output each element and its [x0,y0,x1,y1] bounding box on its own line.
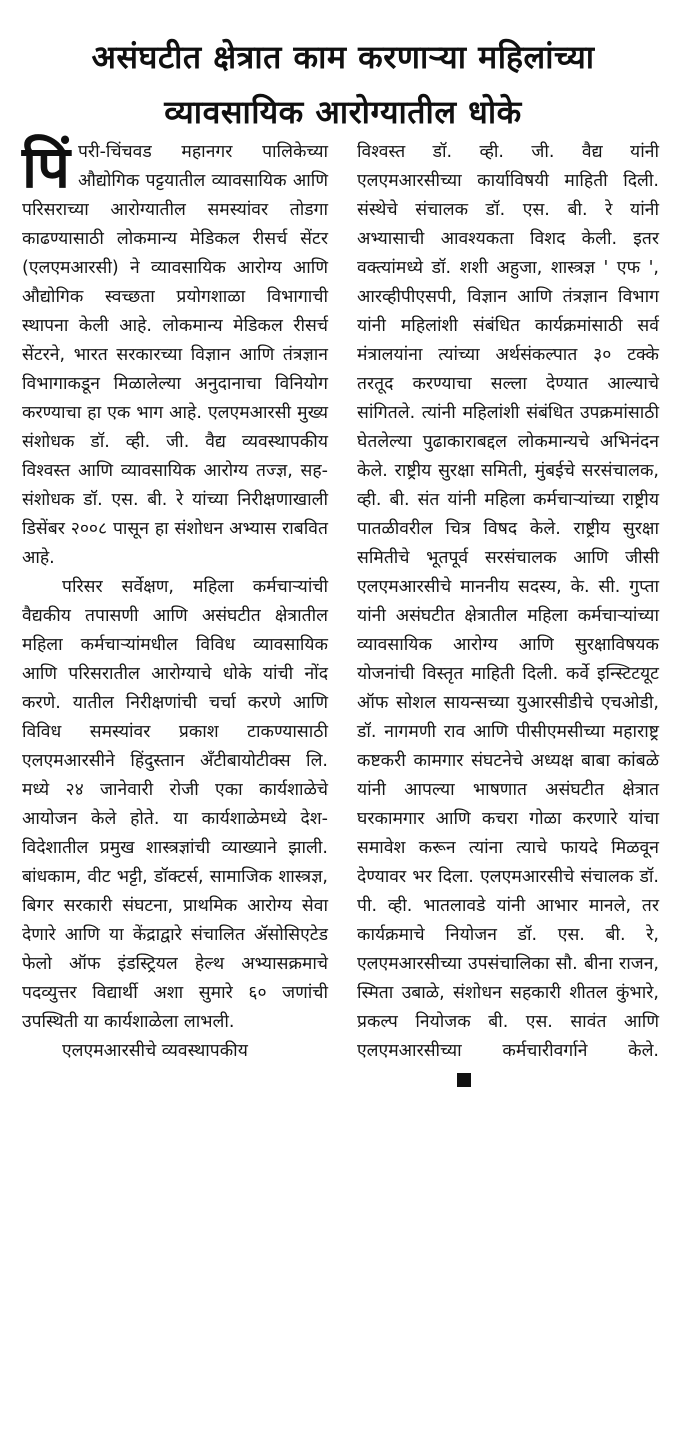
article-column-right [357,138,659,1095]
headline-line-1: असंघटीत क्षेत्रात काम करणाऱ्या महिलांच्या [91,38,595,76]
article-paragraph-1 [22,133,328,573]
article-paragraph-2: परिसर सर्वेक्षण, महिला कर्मचाऱ्यांची वैद्यकीय तपासणी आणि असंघटीत क्षेत्रातील महिला कर्मचाऱ्यांमधील विविध व्यावसायिक आणि परिसरातील आरोग्याचे धोके यांची नोंद करणे. यातील निरीक्षणांची चर्चा करणे आणि विविध समस्यांवर प्रकाश टाकण्यासाठी एलएमआरसीने हिंदुस्तान अँटीबायोटीक्स लि. मध्ये २४ जानेवारी रोजी एका कार्यशाळेचे आयोजन केले होते. या कार्यशाळेमध्ये देश-विदेशातील प्रमुख शास्त्रज्ञांची व्याख्याने झाली. बांधकाम, वीट भट्टी, डॉक्टर्स, सामाजिक शास्त्रज्ञ, बिगर सरकारी संघटना, प्राथमिक आरोग्य सेवा देणारे आणि या केंद्राद्वारे संचालित ॲसोसिएटेड फेलो ऑफ इंडस्ट्रियल हेल्थ अभ्यासक्रमाचे पदव्युत्तर विद्यार्थी अशा सुमारे ६० जणांची उपस्थिती या कार्यशाळेला लाभली. [22,577,328,1032]
headline-line-2: व्यावसायिक आरोग्यातील धोके [164,93,522,131]
end-of-article-square [457,1073,471,1087]
article-column-left [22,133,328,1066]
continued-paragraph-text: विश्वस्त डॉ. व्ही. जी. वैद्य यांनी एलएमआरसीच्या कार्याविषयी माहिती दिली. संस्थेचे संचालक डॉ. एस. बी. रे यांनी अभ्यासाची आवश्यकता विशद केली. इतर वक्त्यांमध्ये डॉ. शशी अहुजा, शास्त्रज्ञ ' एफ ', आरव्हीपीएसपी, विज्ञान आणि तंत्रज्ञान विभाग यांनी महिलांशी संबंधित कार्यक्रमांसाठी सर्व मंत्रालयांना त्यांच्या अर्थसंकल्पात ३० टक्के तरतूद करण्याचा सल्ला देण्यात आल्याचे सांगितले. त्यांनी महिलांशी संबंधित उपक्रमांसाठी घेतलेल्या पुढाकाराबद्दल लोकमान्यचे अभिनंदन केले. राष्ट्रीय सुरक्षा समिती, मुंबईचे सरसंचालक, व्ही. बी. संत यांनी महिला कर्मचाऱ्यांच्या राष्ट्रीय पातळीवरील चित्र विषद केले. राष्ट्रीय सुरक्षा समितीचे भूतपूर्व सरसंचालक आणि जीसी एलएमआरसीचे माननीय सदस्य, के. सी. गुप्ता यांनी असंघटीत क्षेत्रातील महिला कर्मचाऱ्यांच्या व्यावसायिक आरोग्य आणि सुरक्षाविषयक योजनांची विस्तृत माहिती दिली. कर्वे इन्स्टिटयूट ऑफ सोशल सायन्सच्या युआरसीडीचे एचओडी, डॉ. नागमणी राव आणि पीसीएमसीच्या महाराष्ट्र कष्टकरी कामगार संघटनेचे अध्यक्ष बाबा कांबळे यांनी आपल्या भाषणात असंघटीत क्षेत्रात घरकामगार आणि कचरा गोळा करणारे यांचा समावेश करून त्यांना त्याचे फायदे मिळवून देण्यावर भर दिला. एलएमआरसीचे संचालक डॉ. पी. व्ही. भातलावडे यांनी आभार मानले, तर कार्यक्रमाचे नियोजन डॉ. एस. बी. रे, एलएमआरसीच्या उपसंचालिका सौ. बीना राजन, स्मिता उबाळे, संशोधन सहकारी शीतल कुंभारे, प्रकल्प नियोजक बी. एस. सावंत आणि एलएमआरसीच्या कर्मचारीवर्गाने केले. [357,142,659,1061]
drop-cap: पिं [22,133,70,201]
article-paragraph-continued [357,138,659,1095]
article-paragraph-3: एलएमआरसीचे व्यवस्थापकीय [62,1041,248,1061]
paragraph-1-text: परी-चिंचवड महानगर पालिकेच्या औद्योगिक पट्टयातील व्यावसायिक आणि परिसराच्या आरोग्यातील समस्यांवर तोडगा काढण्यासाठी लोकमान्य मेडिकल रीसर्च सेंटर (एलएमआरसी) ने व्यावसायिक आरोग्य आणि औद्योगिक स्वच्छता प्रयोगशाळा विभागाची स्थापना केली आहे. लोकमान्य मेडिकल रीसर्च सेंटरने, भारत सरकारच्या विज्ञान आणि तंत्रज्ञान विभागाकडून मिळालेल्या अनुदानाचा विनियोग करण्याचा हा एक भाग आहे. एलएमआरसी मुख्य संशोधक डॉ. व्ही. जी. वैद्य व्यवस्थापकीय विश्वस्त आणि व्यावसायिक आरोग्य तज्ज्ञ, सह-संशोधक डॉ. एस. बी. रे यांच्या निरीक्षणाखाली डिसेंबर २००८ पासून हा संशोधन अभ्यास राबवित आहे. [22,142,328,568]
